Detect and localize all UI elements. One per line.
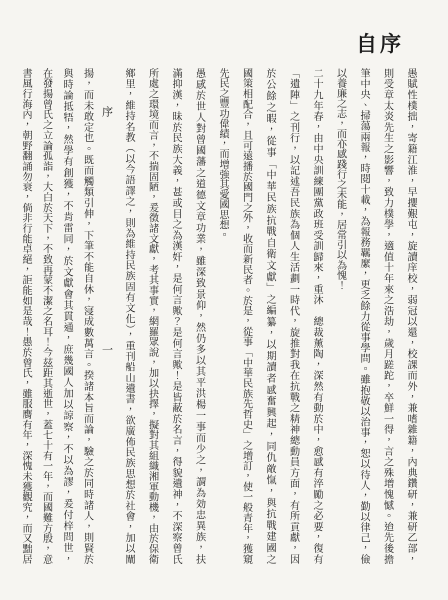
text-column: 滿抑漢，昧於民族大義，甚或目之為漢奸，是何言歟？是何言歟！是皆蔽於名言，得貌遺神，不深察曾氏 xyxy=(170,68,181,564)
text-column: 筆中央、掃蕩兩報，時閱十載，為報務羈縻，更乏餘力從事學問。雖抱敬以治事，恕以待人，勤以律己，儉 xyxy=(358,68,369,564)
text-column: 以養廉之志，而亦感踐行之未能，居常引以為愧！ xyxy=(334,68,346,291)
page-title: 自序 xyxy=(356,31,404,56)
text-column: 愚賦性樸拙，寄籍江淮，早攖艱屯，旋讀庠校，弱冠以還，校課而外，兼嗜雜籍，內典鑽研，兼研乙部， xyxy=(405,68,416,564)
text-column: 鄉里，維持名教（以今語譯之，則為維持民族固有文化），重刊船山遺書，欲廣佈民族思想於社會，加以闡 xyxy=(123,68,134,564)
text-column: 則受章太炎先生之影響，致力樸學，適值十年來之浩劫，歲月蹉跎，卒鮮一得，言之殊增愧憾。迨先後擔 xyxy=(381,68,393,564)
text-column: 在發揚曾氏之立論孤詣，大白於天下，不致再蒙不潔之名耳！今茲距其逝世，蓋七十有一年，而國難方殷，意 xyxy=(40,68,52,564)
text-column: 書風行海內，朝野翻誦勿衰，倘非行能卓絕，詎能如是哉！愚於曾氏，雖服膺有年，深愧未獲觀究，而又黜居 xyxy=(20,68,31,564)
body-text xyxy=(10,68,422,566)
text-column: 「遺陣」之刊行，以記述吾民族為個人生活劃一時代，旋推對我在抗戰之精神總動員方面，有所貢獻，因 xyxy=(287,68,299,564)
text-column: 愚感於世人對曾國藩之道德文章功業，雖深致景仰，然仍多以其平洪楊一事而少之，謂為効忠異族，扶 xyxy=(193,68,205,564)
text-column: 國策相配合，且可遠播於國門之外，收而新民者。於是，從事「中華民族先哲史」之增訂，使一般青年，獲窺 xyxy=(240,68,252,564)
text-column: 先民之豐功偉績，而增強其愛國思想。 xyxy=(217,68,228,240)
text-column: 揚，而未敢定也。既而觸類引伸，下筆不能自休，寖成數萬言。揆諸本旨而論，驗之於同時諸人，則賢於 xyxy=(81,68,93,564)
section-mark: 序 xyxy=(100,106,114,117)
text-column: 二十九年春，由中央訓練團黨政班受訓歸來，重沐 總裁薰陶，深然有動於中，愈感有淬勵之必要，復有 xyxy=(311,68,322,564)
text-column: 與時論抵牾，然學有創獲，不肯雷同，於文獻會其貫通，庶幾國人加以諒察，不以為謬，爰付梓問世， xyxy=(61,68,72,564)
text-column: 所處之環境而言，不揣固陋，爰徵諸文獻，考其事實，網羅眾說，加以抉擇，擬對其組織湘軍動機，由於保衛 xyxy=(146,68,158,564)
page-margin-column xyxy=(97,68,117,564)
page-number: 一 xyxy=(100,344,114,355)
text-column: 於公餘之暇，從事「中華民族抗戰自衛文獻」之編纂，以期讀者感奮興起，同仇敵愾，與抗戰建國之 xyxy=(264,68,275,564)
